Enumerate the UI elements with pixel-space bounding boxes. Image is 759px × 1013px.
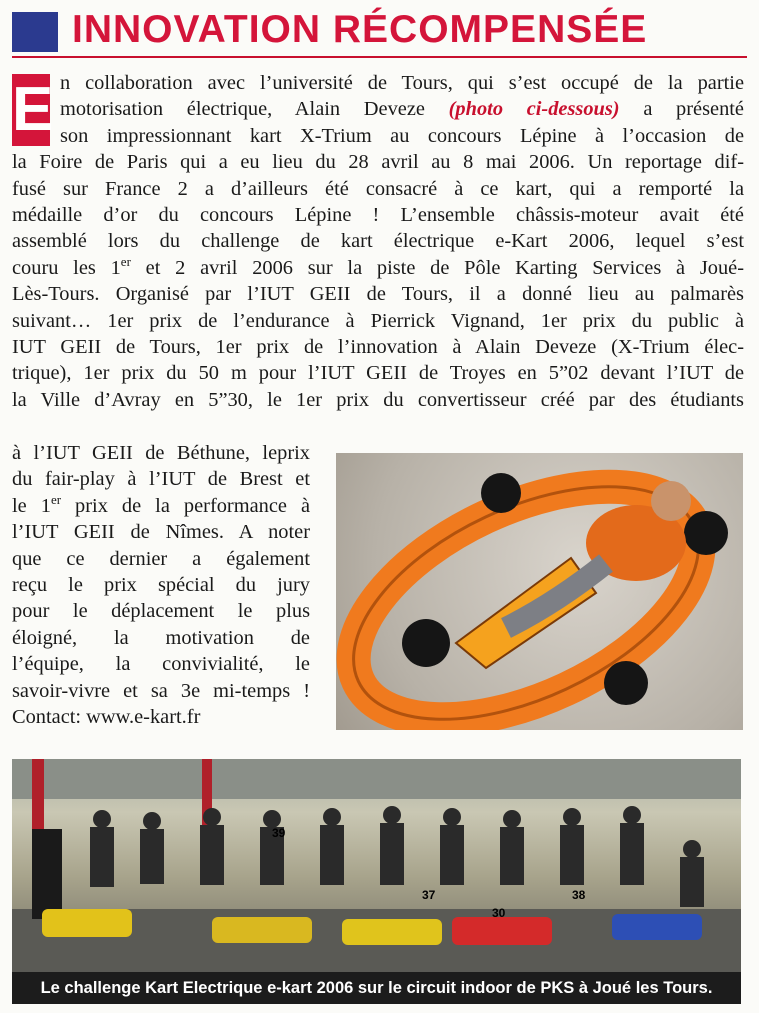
article-body <box>12 70 744 413</box>
body-line: son impressionnant kart X-Trium au concours Lépine à l’occasion de <box>60 124 744 147</box>
kart-number: 38 <box>572 888 586 902</box>
body-line: trique), 1er prix du 50 m pour l’IUT GEII de Troyes en 5”02 devant l’IUT de <box>12 362 744 385</box>
kart-yellow <box>42 909 132 937</box>
header-color-block <box>12 12 58 52</box>
body-line: du fair-play à l’IUT de Brest et <box>12 468 310 491</box>
body-line: reçu le prix spécial du jury <box>12 573 310 596</box>
driver-head <box>651 481 691 521</box>
body-line: l’IUT GEII de Nîmes. A noter <box>12 521 310 544</box>
superscript: er <box>50 491 62 507</box>
kart-yellow <box>342 919 442 945</box>
crowd <box>90 806 704 907</box>
text-run: a présenté <box>643 98 744 121</box>
superscript: er <box>120 253 131 269</box>
contact-line: Contact: www.e-kart.fr <box>12 705 201 728</box>
body-line: suivant… 1er prix de l’endurance à Pierrick Vignand, 1er prix du public à <box>12 309 744 332</box>
tire-stack <box>32 829 62 919</box>
kart-number: 37 <box>422 888 436 902</box>
body-line <box>12 255 744 281</box>
kart-number: 30 <box>492 906 506 920</box>
body-line: la Foire de Paris qui a eu lieu du 28 avril au 8 mai 2006. Un reportage dif- <box>12 151 744 174</box>
body-line: savoir-vivre et sa 3e mi-temps ! <box>12 679 310 702</box>
group-photo <box>12 759 741 972</box>
body-line: IUT GEII de Tours, 1er prix de l’innovation à Alain Deveze (X-Trium élec- <box>12 335 744 358</box>
group-illustration <box>12 759 741 972</box>
text-run: couru les 1 <box>12 256 121 279</box>
body-line: n collaboration avec l’université de Tours, qui s’est occupé de la partie <box>60 72 744 94</box>
kart-red <box>452 917 552 945</box>
article-body-narrow <box>12 440 310 730</box>
photo-caption: Le challenge Kart Electrique e-kart 2006 sur le circuit indoor de PKS à Joué les Tours. <box>12 972 741 1004</box>
body-line: que ce dernier a également <box>12 547 310 570</box>
body-line: assemblé lors du challenge de kart électrique e-Kart 2006, lequel s’est <box>12 230 744 253</box>
text-run: le 1 <box>12 494 51 517</box>
body-line <box>12 96 744 122</box>
kart-illustration <box>336 453 743 730</box>
body-line: éloigné, la motivation de <box>12 626 310 649</box>
body-line <box>12 493 310 519</box>
body-line: l’équipe, la convivialité, le <box>12 653 310 676</box>
kart-photo <box>336 453 743 730</box>
wheel-icon <box>684 511 728 555</box>
wheel-icon <box>402 619 450 667</box>
text-run: motorisation électrique, Alain Deveze <box>60 98 425 121</box>
body-line: fusé sur France 2 a d’ailleurs été consacré à ce kart, qui a remporté la <box>12 177 744 200</box>
body-line: médaille d’or du concours Lépine ! L’ensemble châssis-moteur avait été <box>12 203 744 226</box>
body-line: Lès-Tours. Organisé par l’IUT GEII de Tours, il a donné lieu au palmarès <box>12 283 744 306</box>
drop-cap: E <box>12 75 54 144</box>
text-run: et 2 avril 2006 sur la piste de Pôle Karting Services à Joué- <box>130 256 745 279</box>
kart-number: 39 <box>272 826 286 840</box>
body-line: pour le déplacement le plus <box>12 600 310 623</box>
article-header <box>12 10 747 58</box>
kart-blue <box>612 914 702 940</box>
kart-yellow <box>212 917 312 943</box>
body-line: la Ville d’Avray en 5”30, le 1er prix du convertisseur créé par des étudiants <box>12 388 744 411</box>
body-line: à l’IUT GEII de Béthune, leprix <box>12 442 310 464</box>
wheel-icon <box>604 661 648 705</box>
photo-reference: (photo ci-dessous) <box>448 98 620 121</box>
text-run: prix de la performance à <box>61 494 310 517</box>
wheel-icon <box>481 473 521 513</box>
article-title: INNOVATION RÉCOMPENSÉE <box>72 8 648 51</box>
